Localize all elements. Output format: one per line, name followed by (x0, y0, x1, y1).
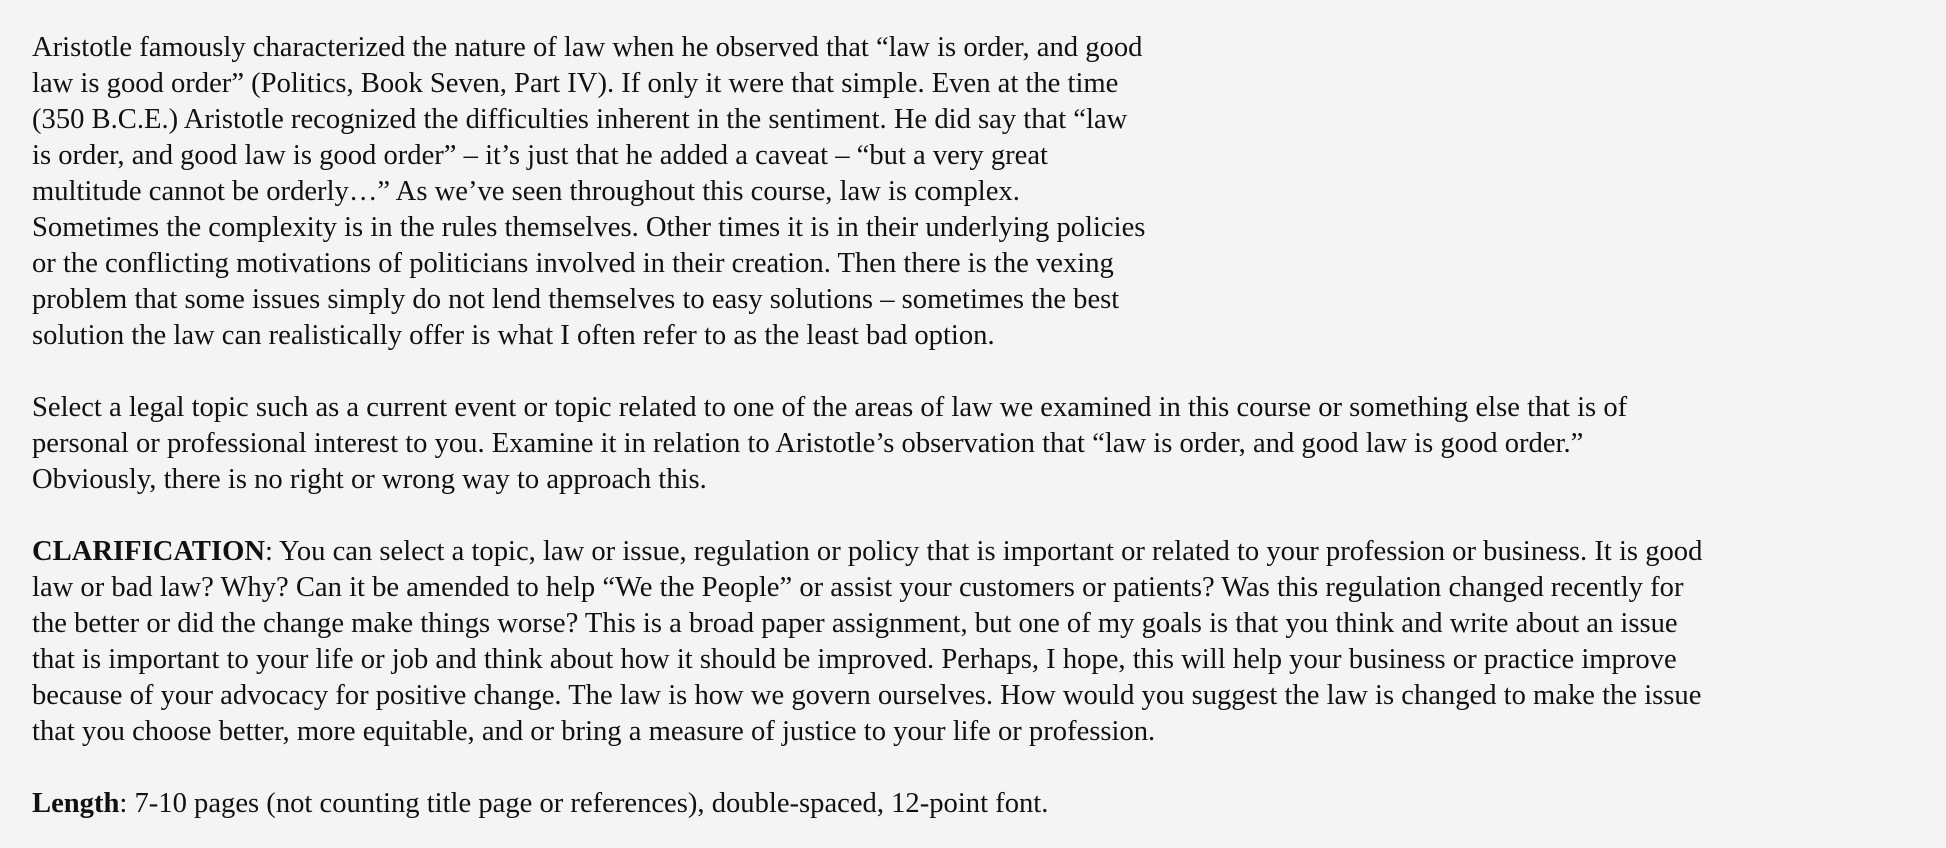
intro-line: (350 B.C.E.) Aristotle recognized the difficulties inherent in the sentiment. He did say that “law (32, 104, 1128, 135)
paragraph-spacer (32, 498, 1946, 534)
clarification-line (32, 534, 1946, 570)
intro-line: or the conflicting motivations of politicians involved in their creation. Then there is the vexing (32, 248, 1114, 279)
intro-line: law is good order” (Politics, Book Seven, Part IV). If only it were that simple. Even at the time (32, 68, 1119, 99)
intro-line: multitude cannot be orderly…” As we’ve seen throughout this course, law is complex. (32, 176, 1020, 207)
clarification-line: the better or did the change make things worse? This is a broad paper assignment, but one of my goals is that you think and write about an issue (32, 608, 1678, 639)
length-paragraph (32, 786, 1946, 822)
length-line (32, 786, 1946, 822)
intro-line: Aristotle famously characterized the nature of law when he observed that “law is order, and good (32, 32, 1143, 63)
clarification-line: because of your advocacy for positive change. The law is how we govern ourselves. How would you suggest the law is changed to make the issue (32, 680, 1702, 711)
intro-line: is order, and good law is good order” – it’s just that he added a caveat – “but a very great (32, 140, 1048, 171)
intro-line: solution the law can realistically offer is what I often refer to as the least bad option. (32, 320, 995, 351)
clarification-label: CLARIFICATION (32, 536, 266, 567)
clarification-line: that is important to your life or job and think about how it should be improved. Perhaps, I hope, this will help your business or practice improve (32, 644, 1677, 675)
assignment-line: Select a legal topic such as a current event or topic related to one of the areas of law we examined in this course or something else that is of (32, 392, 1628, 423)
paragraph-spacer (32, 354, 1946, 390)
intro-paragraph (32, 30, 1946, 354)
assignment-paragraph (32, 390, 1946, 498)
clarification-line: law or bad law? Why? Can it be amended to help “We the People” or assist your customers or patients? Was this regulation changed recently for (32, 572, 1684, 603)
length-label: Length (32, 788, 120, 819)
clarification-text: : You can select a topic, law or issue, regulation or policy that is important or related to your profession or business. It is good (265, 536, 1703, 567)
intro-line: Sometimes the complexity is in the rules themselves. Other times it is in their underlying policies (32, 212, 1146, 243)
clarification-line: that you choose better, more equitable, and or bring a measure of justice to your life or profession. (32, 716, 1156, 747)
assignment-line: Obviously, there is no right or wrong way to approach this. (32, 464, 707, 495)
assignment-line: personal or professional interest to you. Examine it in relation to Aristotle’s observation that “law is order, and good law is good order.” (32, 428, 1584, 459)
clarification-paragraph (32, 534, 1946, 750)
intro-line: problem that some issues simply do not lend themselves to easy solutions – sometimes the best (32, 284, 1120, 315)
length-text: : 7-10 pages (not counting title page or references), double-spaced, 12-point font. (119, 788, 1049, 819)
paragraph-spacer (32, 750, 1946, 786)
